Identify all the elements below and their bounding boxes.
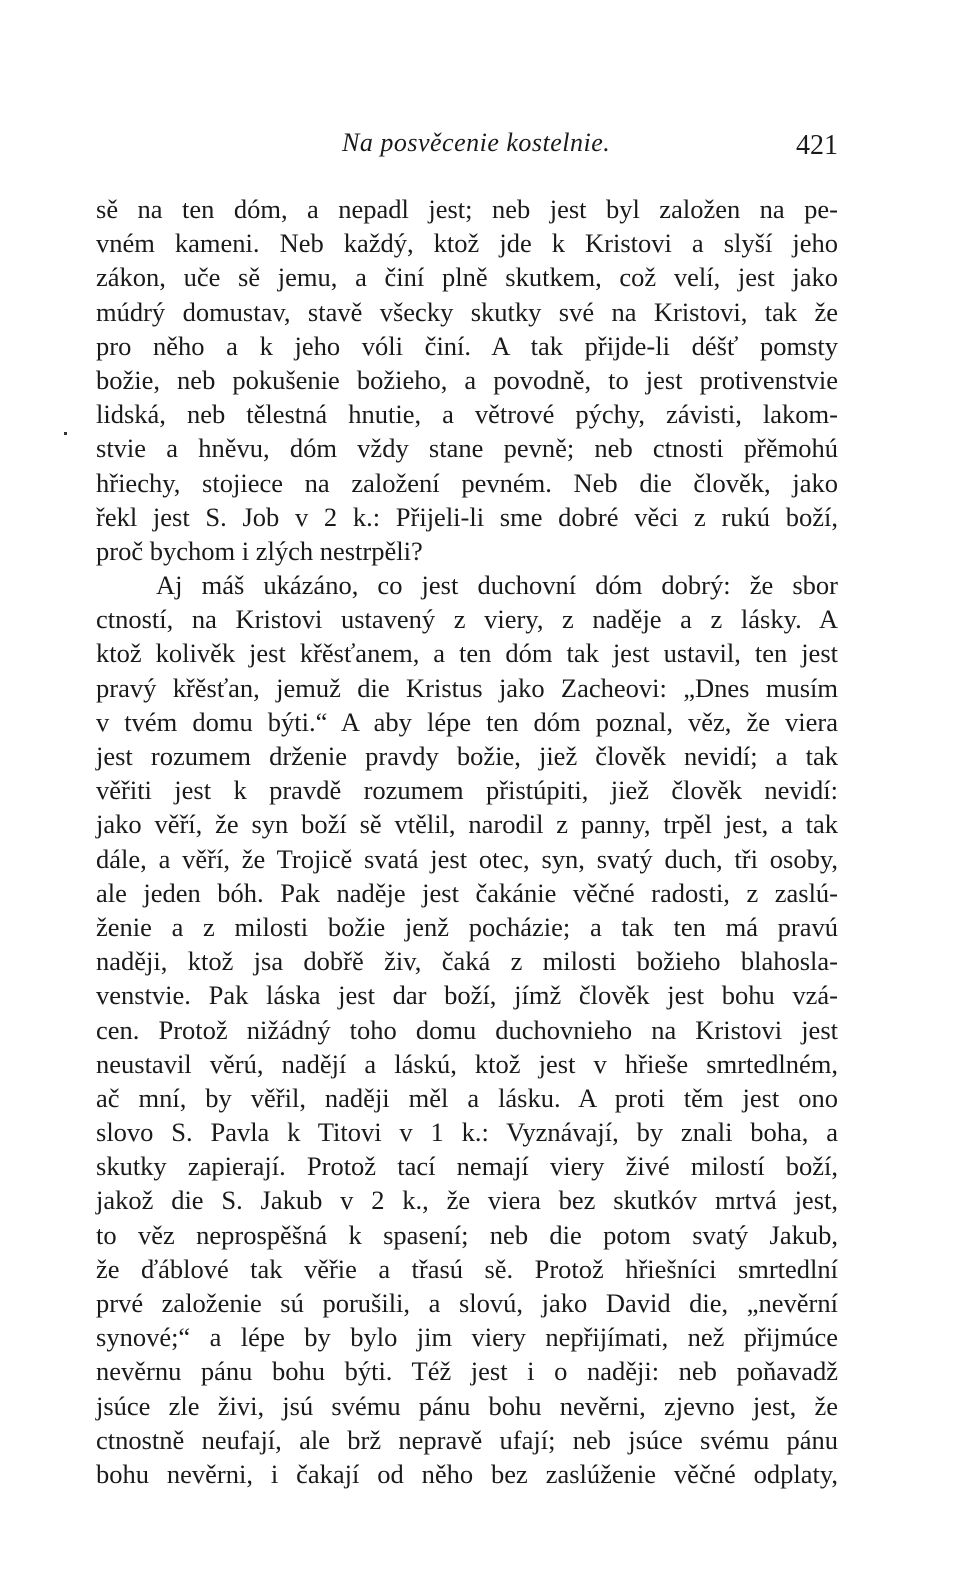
text-line: ženie a z milosti božie jenž pocházie; a tak ten má pravú bbox=[96, 911, 838, 942]
text-line: stvie a hněvu, dóm vždy stane pevně; neb ctnosti přěmohú bbox=[96, 433, 838, 464]
running-title: Na posvěcenie kostelnie. bbox=[342, 128, 611, 157]
text-line: slovo S. Pavla k Titovi v 1 k.: Vyznávají, by znali boha, a bbox=[96, 1117, 838, 1148]
text-line: múdrý domustav, stavě všecky skutky své na Kristovi, tak že bbox=[96, 296, 838, 327]
text-line: v tvém domu býti.“ A aby lépe ten dóm poznal, věz, že viera bbox=[96, 706, 838, 737]
text-line: skutky zapierají. Protož tací nemají viery živé milostí boží, bbox=[96, 1151, 838, 1182]
text-line: vném kameni. Neb každý, ktož jde k Kristovi a slyší jeho bbox=[96, 228, 838, 259]
text-line: sě na ten dóm, a nepadl jest; neb jest byl založen na pe- bbox=[96, 194, 838, 224]
text-line: ale jeden bóh. Pak naděje jest čakánie věčné radosti, z zaslú- bbox=[96, 877, 838, 908]
text-line: jako věří, že syn boží sě vtělil, narodil z panny, trpěl jest, a tak bbox=[96, 809, 838, 840]
page-number: 421 bbox=[796, 130, 838, 161]
text-line: jsúce zle živi, jsú svému pánu bohu nevěrni, zjevno jest, že bbox=[96, 1390, 838, 1421]
text-line: proč bychom i zlých nestrpěli? bbox=[96, 535, 423, 566]
text-line: ač mní, by věřil, naději měl a lásku. A proti těm jest ono bbox=[96, 1082, 838, 1113]
text-line: cen. Protož nižádný toho domu duchovnieho na Kristovi jest bbox=[96, 1014, 838, 1045]
text-line: naději, ktož jsa dobřě živ, čaká z milosti božieho blahosla- bbox=[96, 946, 838, 977]
text-line: ktož kolivěk jest křěsťanem, a ten dóm tak jest ustavil, ten jest bbox=[96, 638, 838, 669]
text-line: lidská, neb tělestná hnutie, a větrové pýchy, závisti, lakom- bbox=[96, 399, 838, 430]
text-line: ctnostně neufají, ale brž nepravě ufají; neb jsúce svému pánu bbox=[96, 1424, 838, 1455]
text-line: bohu nevěrni, i čakají od něho bez zaslúženie věčné odplaty, bbox=[96, 1458, 838, 1489]
text-line: venstvie. Pak láska jest dar boží, jímž člověk jest bohu vzá- bbox=[96, 980, 838, 1011]
text-line: to věz neprospěšná k spasení; neb die potom svatý Jakub, bbox=[96, 1219, 838, 1250]
text-line: synové;“ a lépe by bylo jim viery nepřijímati, než přijmúce bbox=[96, 1322, 838, 1353]
text-line: jest rozumem drženie pravdy božie, jiež člověk nevidí; a tak bbox=[96, 741, 838, 771]
margin-mark bbox=[64, 432, 67, 435]
text-line: že ďáblové tak věřie a třasú sě. Protož hřiešníci smrtedlní bbox=[96, 1253, 838, 1284]
body-text bbox=[96, 192, 838, 1491]
text-line: zákon, uče sě jemu, a činí plně skutkem, což velí, jest jako bbox=[96, 262, 838, 293]
text-line: jakož die S. Jakub v 2 k., že viera bez skutkóv mrtvá jest, bbox=[96, 1185, 838, 1216]
text-line: Aj máš ukázáno, co jest duchovní dóm dobrý: že sbor bbox=[156, 570, 838, 601]
text-line: dále, a věří, že Trojicě svatá jest otec, syn, svatý duch, tři osoby, bbox=[96, 843, 838, 874]
text-line: pravý křěsťan, jemuž die Kristus jako Zacheovi: „Dnes musím bbox=[96, 672, 838, 703]
text-line: ctností, na Kristovi ustavený z viery, z naděje a z lásky. A bbox=[96, 604, 838, 635]
text-line: věřiti jest k pravdě rozumem přistúpiti, jiež člověk nevidí: bbox=[96, 775, 838, 806]
text-line: prvé založenie sú porušili, a slovú, jako David die, „nevěrní bbox=[96, 1288, 838, 1318]
text-line: božie, neb pokušenie božieho, a povodně, to jest protivenstvie bbox=[96, 364, 838, 395]
text-line: neustavil věrú, nadějí a láskú, ktož jest v hřieše smrtedlném, bbox=[96, 1048, 838, 1079]
running-head bbox=[96, 128, 838, 168]
text-line: hřiechy, stojiece na založení pevném. Neb die člověk, jako bbox=[96, 467, 838, 498]
text-line: řekl jest S. Job v 2 k.: Přijeli-li sme dobré věci z rukú boží, bbox=[96, 501, 838, 532]
text-line: nevěrnu pánu bohu býti. Též jest i o naději: neb poňavadž bbox=[96, 1356, 838, 1387]
text-line: pro něho a k jeho vóli činí. A tak přijde-li déšť pomsty bbox=[96, 330, 838, 361]
